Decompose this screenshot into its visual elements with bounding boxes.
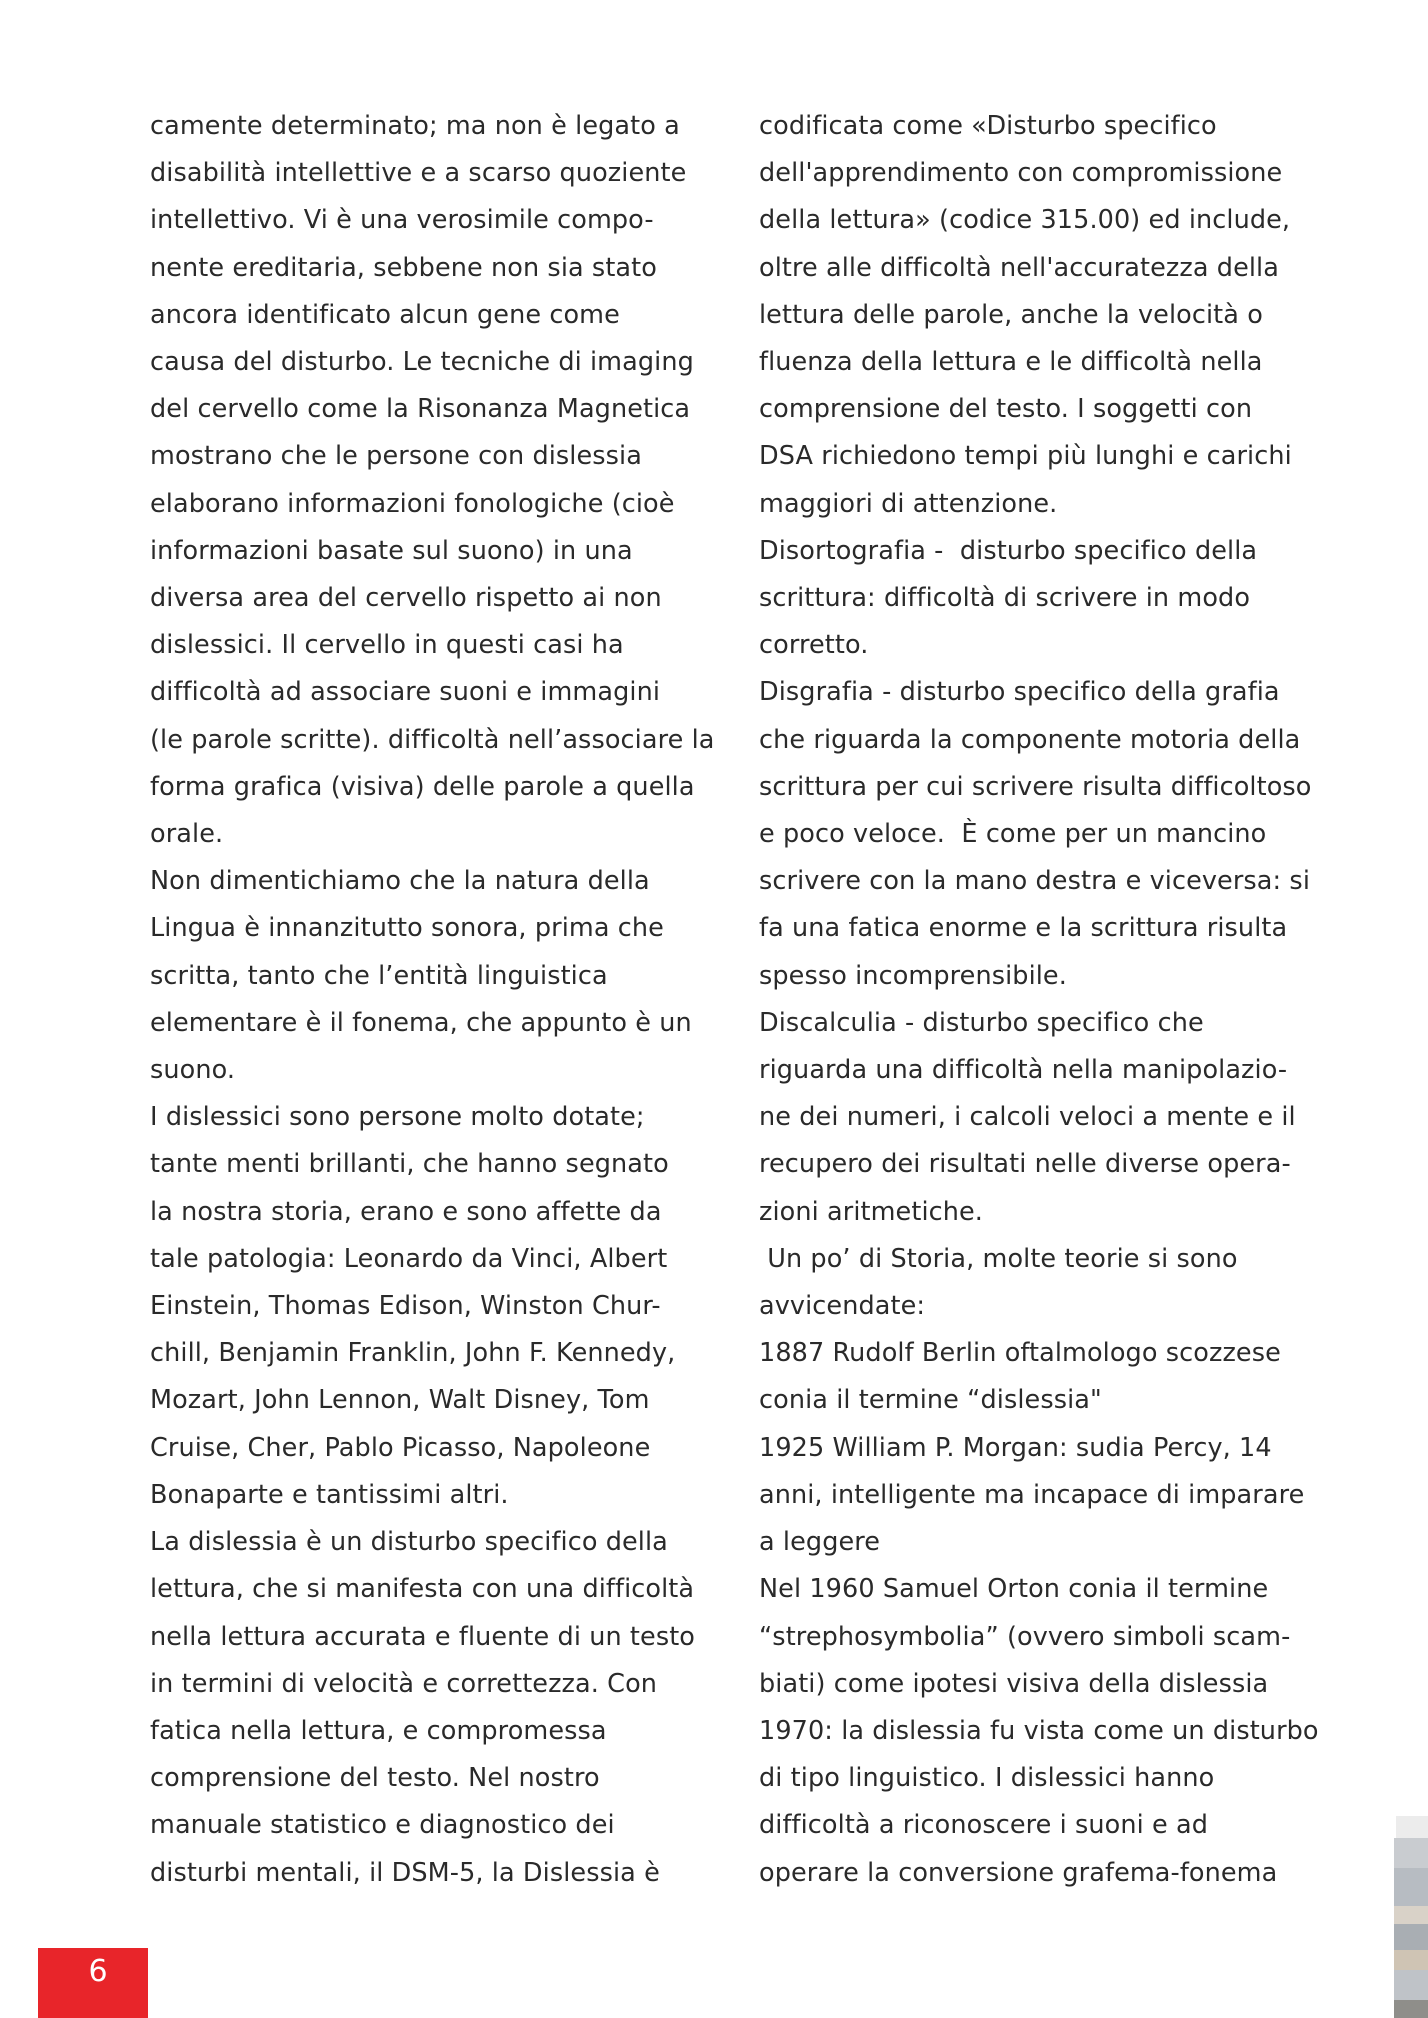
text-line: tale patologia: Leonardo da Vinci, Albert [150,1243,668,1274]
text-line: Disortografia - disturbo specifico della [759,535,1258,566]
text-line: comprensione del testo. Nel nostro [150,1763,600,1794]
text-line: 1970: la dislessia fu vista come un disturbo [759,1715,1319,1746]
page-number: 6 [88,1954,108,1989]
text-line: maggiori di attenzione. [759,488,1058,519]
text-line: che riguarda la componente motoria della [759,724,1301,755]
text-line: I dislessici sono persone molto dotate; [150,1102,645,1133]
text-line: scrivere con la mano destra e viceversa: si [759,866,1311,897]
text-line: della lettura» (codice 315.00) ed include, [759,205,1291,236]
text-line: La dislessia è un disturbo specifico della [150,1527,668,1558]
text-line: DSA richiedono tempi più lunghi e carichi [759,441,1292,472]
text-line: 1887 Rudolf Berlin oftalmologo scozzese [759,1338,1281,1369]
text-line: ne dei numeri, i calcoli veloci a mente e il [759,1102,1296,1133]
text-line: scritta, tanto che l’entità linguistica [150,960,608,991]
text-line: elementare è il fonema, che appunto è un [150,1007,692,1038]
text-line: diversa area del cervello rispetto ai non [150,583,662,614]
books-photo-fragment [1394,1812,1428,2018]
text-line: zioni aritmetiche. [759,1196,984,1227]
text-line: disturbi mentali, il DSM-5, la Dislessia è [150,1857,660,1888]
text-line: disabilità intellettive e a scarso quoziente [150,158,687,189]
text-line: e poco veloce. È come per un mancino [759,819,1267,850]
text-line: fatica nella lettura, e compromessa [150,1715,607,1746]
left-text-column [150,103,730,1897]
text-line: codificata come «Disturbo specifico [759,111,1217,141]
text-line: Bonaparte e tantissimi altri. [150,1479,509,1510]
text-line: corretto. [759,630,869,661]
text-line: del cervello come la Risonanza Magnetica [150,394,691,425]
text-line: orale. [150,819,224,850]
text-line: suono. [150,1055,236,1086]
text-line: Un po’ di Storia, molte teorie si sono [759,1243,1238,1274]
text-line: tante menti brillanti, che hanno segnato [150,1149,669,1180]
text-line: comprensione del testo. I soggetti con [759,394,1253,425]
text-line: in termini di velocità e correttezza. Con [150,1668,658,1699]
text-line: intellettivo. Vi è una verosimile compo- [150,205,654,236]
text-line: Disgrafia - disturbo specifico della grafia [759,677,1280,708]
text-line: Cruise, Cher, Pablo Picasso, Napoleone [150,1432,651,1463]
text-line: chill, Benjamin Franklin, John F. Kennedy, [150,1338,676,1369]
text-line: recupero dei risultati nelle diverse opera- [759,1149,1291,1180]
text-line: avvicendate: [759,1291,926,1322]
text-line: Mozart, John Lennon, Walt Disney, Tom [150,1385,650,1416]
text-line: di tipo linguistico. I dislessici hanno [759,1763,1215,1794]
text-line: riguarda una difficoltà nella manipolazio- [759,1055,1288,1086]
text-line: Einstein, Thomas Edison, Winston Chur- [150,1291,661,1322]
text-line: camente determinato; ma non è legato a [150,111,680,141]
text-line: 1925 William P. Morgan: sudia Percy, 14 [759,1432,1272,1463]
text-line: elaborano informazioni fonologiche (cioè [150,488,675,519]
text-line: scrittura per cui scrivere risulta difficoltoso [759,771,1312,802]
text-line: (le parole scritte). difficoltà nell’associare la [150,724,715,755]
text-line: ancora identificato alcun gene come [150,299,620,330]
text-line: a leggere [759,1527,881,1558]
right-text-column [759,103,1339,1897]
text-line: “strephosymbolia” (ovvero simboli scam- [759,1621,1291,1652]
text-line: fluenza della lettura e le difficoltà nella [759,347,1263,378]
text-line: Nel 1960 Samuel Orton conia il termine [759,1574,1269,1605]
text-line: Non dimentichiamo che la natura della [150,866,650,897]
text-line: lettura delle parole, anche la velocità o [759,299,1263,330]
text-line: la nostra storia, erano e sono affette da [150,1196,662,1227]
text-line: operare la conversione grafema-fonema [759,1857,1278,1888]
text-line: mostrano che le persone con dislessia [150,441,642,472]
text-line: nente ereditaria, sebbene non sia stato [150,252,657,283]
text-line: Discalculia - disturbo specifico che [759,1007,1204,1038]
text-line: manuale statistico e diagnostico dei [150,1810,615,1841]
page-number-badge [38,1948,148,2018]
text-line: causa del disturbo. Le tecniche di imaging [150,347,694,378]
text-line: dislessici. Il cervello in questi casi ha [150,630,624,661]
text-line: anni, intelligente ma incapace di imparare [759,1479,1305,1510]
text-line: conia il termine “dislessia" [759,1385,1102,1416]
text-line: informazioni basate sul suono) in una [150,535,633,566]
text-line: lettura, che si manifesta con una difficoltà [150,1574,695,1605]
text-line: oltre alle difficoltà nell'accuratezza della [759,252,1279,283]
text-line: dell'apprendimento con compromissione [759,158,1283,189]
text-line: biati) come ipotesi visiva della dislessia [759,1668,1269,1699]
text-line: Lingua è innanzitutto sonora, prima che [150,913,664,944]
text-line: nella lettura accurata e fluente di un testo [150,1621,696,1652]
text-line: difficoltà a riconoscere i suoni e ad [759,1810,1209,1841]
text-line: difficoltà ad associare suoni e immagini [150,677,661,708]
text-line: forma grafica (visiva) delle parole a quella [150,771,695,802]
text-line: spesso incomprensibile. [759,960,1067,991]
text-line: fa una fatica enorme e la scrittura risulta [759,913,1288,944]
text-line: scrittura: difficoltà di scrivere in modo [759,583,1251,614]
